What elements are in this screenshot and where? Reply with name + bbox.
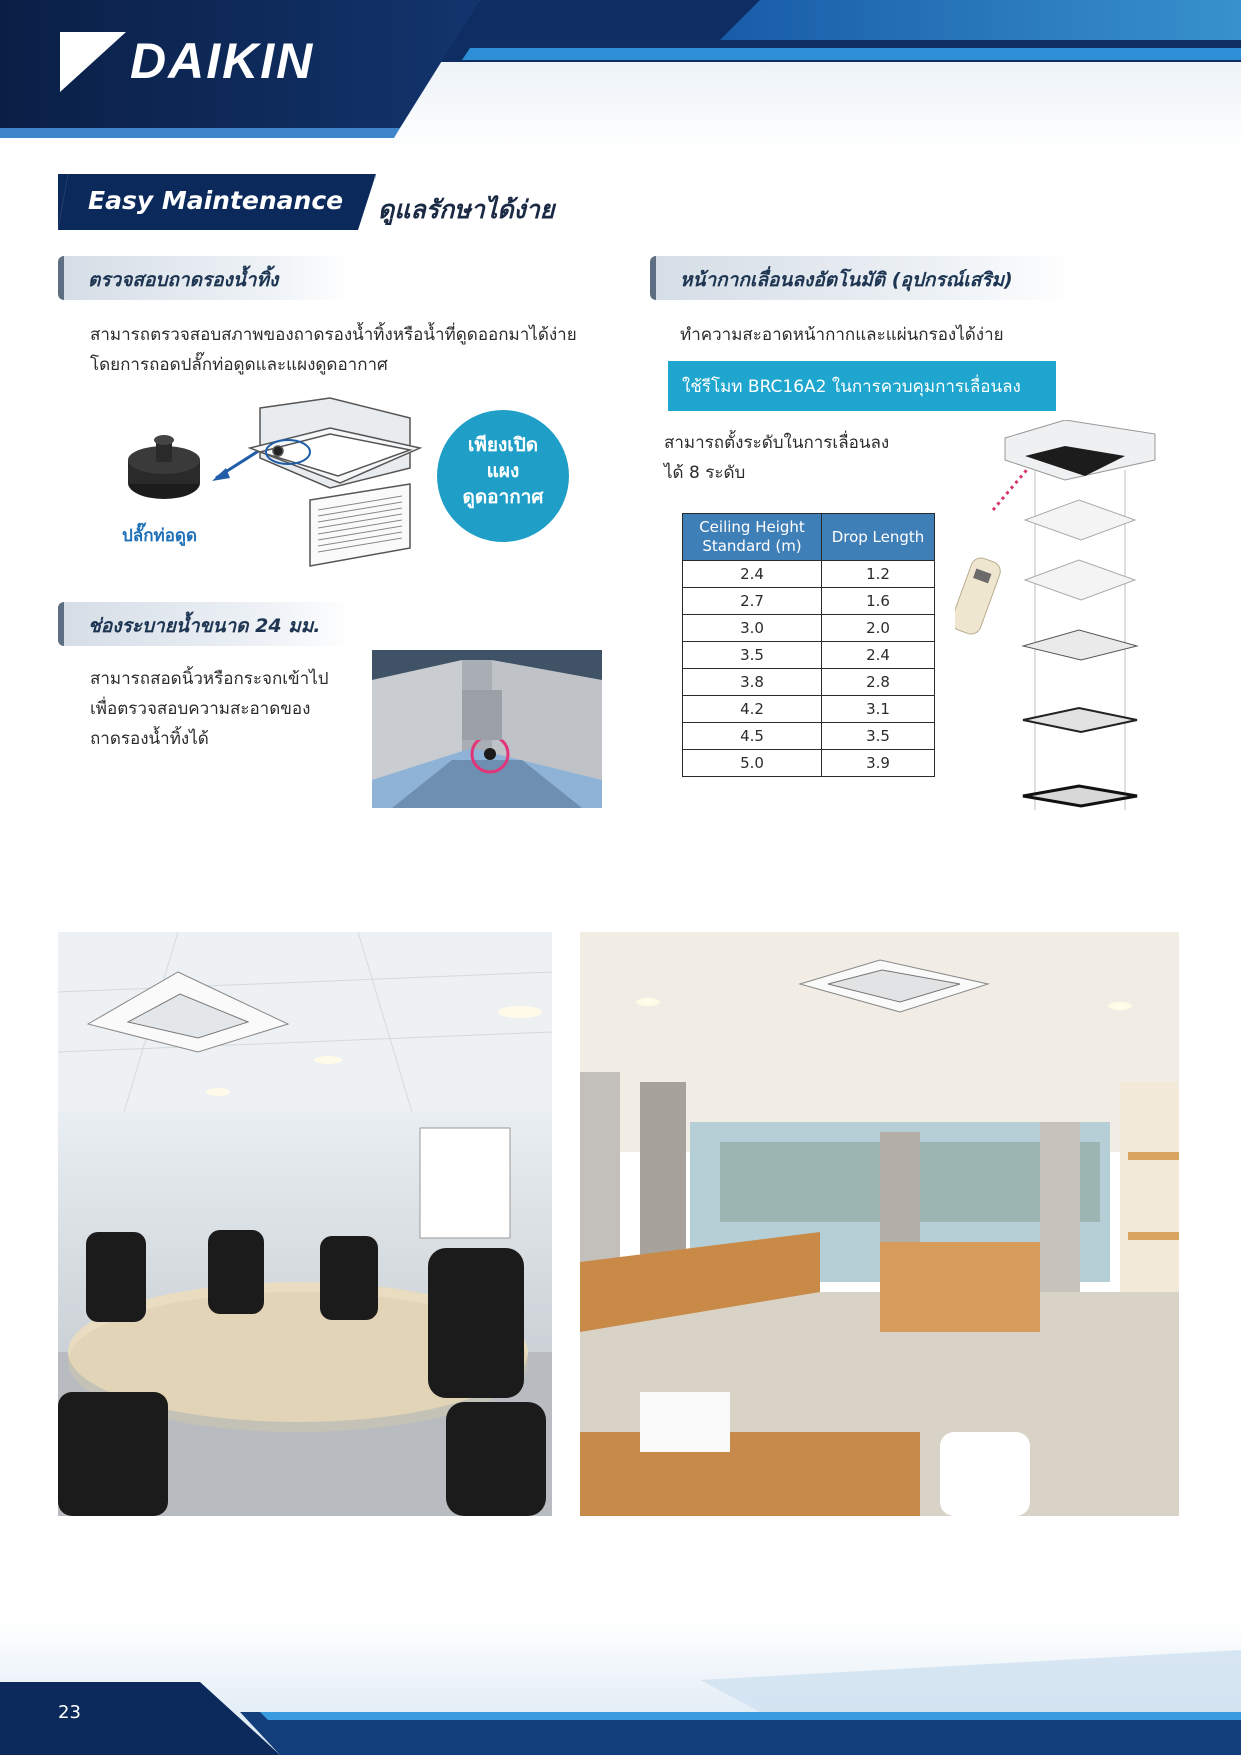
- drop-length-cell: 2.4: [822, 642, 935, 669]
- table-row: [683, 696, 935, 723]
- drain-pan-heading-bar: [58, 256, 354, 300]
- table-row: [683, 615, 935, 642]
- table-row: [683, 669, 935, 696]
- remote-control-text: ใช้รีโมท BRC16A2 ในการควบคุมการเลื่อนลง: [682, 377, 1021, 397]
- drain-outlet-heading-bar: [58, 602, 354, 646]
- auto-panel-heading: หน้ากากเลื่อนลงอัตโนมัติ (อุปกรณ์เสริม): [680, 269, 1013, 291]
- ceiling-height-cell: 3.0: [683, 615, 822, 642]
- drain-pan-text-line: โดยการถอดปลั๊กท่อดูดและแผงดูดอากาศ: [90, 355, 388, 375]
- open-panel-bubble: [437, 410, 569, 542]
- page-footer-banner: [0, 1620, 1241, 1755]
- table-row: [683, 723, 935, 750]
- drain-pan-heading: ตรวจสอบถาดรองน้ำทิ้ง: [88, 269, 279, 291]
- restaurant-photo: [580, 932, 1179, 1516]
- table-row: [683, 561, 935, 588]
- drop-levels-description: [664, 428, 889, 488]
- section-title-en: Easy Maintenance: [88, 186, 344, 215]
- table-row: [683, 642, 935, 669]
- meeting-room-photo: [58, 932, 552, 1516]
- drop-length-cell: 3.1: [822, 696, 935, 723]
- drop-levels-text-line: ได้ 8 ระดับ: [664, 463, 746, 483]
- drop-length-cell: 3.9: [822, 750, 935, 777]
- cassette-unit-drawing: [250, 398, 420, 566]
- ceiling-height-cell: 2.7: [683, 588, 822, 615]
- drain-outlet-photo: [372, 650, 602, 808]
- drain-outlet-text-line: เพื่อตรวจสอบความสะอาดของ: [90, 699, 311, 719]
- drop-length-cell: 2.0: [822, 615, 935, 642]
- drop-length-cell: 3.5: [822, 723, 935, 750]
- drop-length-cell: 1.6: [822, 588, 935, 615]
- auto-panel-heading-bar: [650, 256, 1076, 300]
- ceiling-height-cell: 3.5: [683, 642, 822, 669]
- cassette-unit-top: [1005, 420, 1155, 480]
- ceiling-height-cell: 5.0: [683, 750, 822, 777]
- drain-pan-text-line: สามารถตรวจสอบสภาพของถาดรองน้ำทิ้งหรือน้ำที่ดูดออกมาได้ง่าย: [90, 325, 577, 345]
- ceiling-height-cell: 2.4: [683, 561, 822, 588]
- ceiling-height-cell: 4.5: [683, 723, 822, 750]
- brand-logo: [120, 26, 314, 96]
- drop-length-table: [682, 513, 935, 777]
- bubble-line: แผง: [486, 460, 520, 482]
- dropping-panel: [1023, 500, 1137, 806]
- remote-control-icon: [955, 555, 1003, 637]
- drain-outlet-text-line: สามารถสอดนิ้วหรือกระจกเข้าไป: [90, 669, 329, 689]
- drop-length-cell: 1.2: [822, 561, 935, 588]
- drain-plug-label: ปลั๊กท่อดูด: [122, 526, 197, 546]
- remote-control-strip: [668, 361, 1056, 411]
- table-header-drop: Drop Length: [822, 514, 935, 561]
- panel-drop-illustration: [955, 420, 1165, 820]
- bubble-line: เพียงเปิด: [467, 434, 539, 456]
- drop-length-cell: 2.8: [822, 669, 935, 696]
- brand-name: DAIKIN: [130, 33, 315, 89]
- drop-levels-text-line: สามารถตั้งระดับในการเลื่อนลง: [664, 433, 890, 453]
- page-number: 23: [58, 1702, 81, 1723]
- ceiling-height-cell: 4.2: [683, 696, 822, 723]
- drain-pan-description: [90, 320, 650, 380]
- drain-outlet-heading: ช่องระบายน้ำขนาด 24 มม.: [88, 615, 321, 637]
- arrow-left-icon: [212, 450, 260, 481]
- section-title-th: ดูแลรักษาได้ง่าย: [378, 195, 555, 224]
- drain-plug-icon: [128, 435, 200, 499]
- drain-outlet-text-line: ถาดรองน้ำทิ้งได้: [90, 729, 209, 749]
- auto-panel-description: ทำความสะอาดหน้ากากและแผ่นกรองได้ง่าย: [680, 325, 1004, 345]
- drain-outlet-description: [90, 664, 360, 754]
- bubble-line: ดูดอากาศ: [462, 486, 544, 508]
- table-header-ceiling: [683, 514, 822, 561]
- table-row: [683, 750, 935, 777]
- table-row: [683, 588, 935, 615]
- header-text: Standard (m): [702, 537, 802, 555]
- header-text: Ceiling Height: [699, 518, 805, 536]
- ceiling-height-cell: 3.8: [683, 669, 822, 696]
